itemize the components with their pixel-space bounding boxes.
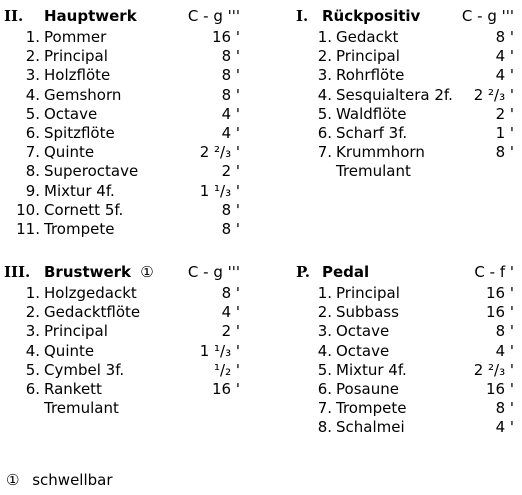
stop-name: Krummhorn: [336, 143, 425, 162]
division-compass: C - f ': [474, 263, 514, 281]
stop-pitch: 1 ¹/₃ ': [199, 181, 240, 200]
stop-number: 4.: [25, 85, 40, 104]
division-name: Pedal: [322, 263, 370, 281]
division-header: [296, 260, 514, 284]
division-name: Hauptwerk: [44, 7, 137, 25]
stop-number: 1.: [25, 284, 40, 302]
stop-number: 3.: [25, 322, 40, 341]
stop-row: [4, 66, 240, 85]
stop-row: [296, 322, 514, 341]
stop-number: 8.: [317, 418, 332, 437]
stop-row: [296, 342, 514, 361]
division-title: [322, 260, 369, 284]
stop-name: Trompete: [336, 399, 407, 418]
stop-pitch: 2 ': [495, 104, 514, 123]
division-numeral: P.: [296, 263, 311, 281]
stop-number: 3.: [317, 322, 332, 341]
stop-name: Mixtur 4f.: [336, 360, 407, 379]
stop-name: Holzgedackt: [44, 284, 137, 302]
stop-pitch: 8 ': [495, 143, 514, 162]
stop-name: Gemshorn: [44, 85, 122, 104]
stop-name: Principal: [336, 284, 400, 302]
stop-pitch: 8 ': [495, 399, 514, 418]
stop-number: 2.: [25, 47, 40, 66]
stop-name: Subbass: [336, 303, 399, 322]
stop-pitch: 8 ': [221, 219, 240, 238]
stop-number: 7.: [317, 399, 332, 418]
stop-row: [296, 361, 514, 380]
stop-pitch: 8 ': [221, 47, 240, 66]
stop-number: 5.: [317, 360, 332, 379]
stop-pitch: 4 ': [495, 47, 514, 66]
stop-name: Mixtur 4f.: [44, 181, 115, 200]
stop-name: Superoctave: [44, 162, 139, 181]
stop-row: [4, 399, 240, 418]
stop-number: 2.: [317, 47, 332, 66]
stop-name: Gedacktflöte: [44, 303, 141, 322]
division-hauptwerk: [4, 4, 240, 239]
stop-number: 4.: [317, 85, 332, 104]
stop-pitch: 16 ': [212, 28, 240, 46]
division-name: Brustwerk: [44, 263, 132, 281]
stop-row: [4, 201, 240, 220]
stop-pitch: 4 ': [221, 104, 240, 123]
stop-pitch: 1 ': [495, 123, 514, 142]
stop-list: [296, 284, 514, 438]
division-pedal: [296, 260, 514, 438]
stop-number: 5.: [317, 104, 332, 123]
stop-row: [4, 124, 240, 143]
stop-pitch: 4 ': [221, 123, 240, 142]
stop-name: Principal: [44, 322, 108, 341]
stop-number: 3.: [25, 66, 40, 85]
stop-row: [4, 220, 240, 239]
stop-row: [4, 28, 240, 47]
stop-number: 6.: [317, 379, 332, 398]
stop-row: [4, 342, 240, 361]
division-brustwerk: [4, 260, 240, 418]
stop-row: [296, 380, 514, 399]
stop-number: 4.: [25, 341, 40, 360]
stop-number: 4.: [317, 341, 332, 360]
stop-pitch: 4 ': [495, 341, 514, 360]
stop-pitch: 8 ': [221, 66, 240, 85]
division-rueckpositiv: [296, 4, 514, 182]
stop-number: 5.: [25, 360, 40, 379]
stop-pitch: 2 ²/₃ ': [199, 143, 240, 162]
swell-note-icon: ①: [6, 471, 20, 489]
stop-list: [296, 28, 514, 182]
stop-pitch: 2 ': [221, 322, 240, 341]
stop-name: Posaune: [336, 379, 399, 398]
stop-row: [296, 162, 514, 181]
stop-name: Scharf 3f.: [336, 123, 408, 142]
stop-list: [4, 28, 240, 239]
division-header: [296, 4, 514, 28]
stop-row: [4, 86, 240, 105]
division-numeral: I.: [296, 7, 309, 25]
stop-pitch: 8 ': [495, 28, 514, 46]
stop-name: Cymbel 3f.: [44, 360, 125, 379]
division-name: Rückpositiv: [322, 7, 421, 25]
stop-name: Rankett: [44, 379, 102, 398]
stop-row: [296, 284, 514, 303]
swell-note-icon: ①: [140, 263, 154, 281]
stop-pitch: 2 ²/₃ ': [473, 85, 514, 104]
stop-row: [296, 124, 514, 143]
stop-number: 6.: [25, 123, 40, 142]
division-title: [44, 4, 137, 28]
stop-pitch: 2 ²/₃ ': [473, 360, 514, 379]
footnote: [6, 470, 113, 490]
stop-row: [296, 28, 514, 47]
stop-row: [296, 86, 514, 105]
stop-row: [4, 182, 240, 201]
stop-number: 1.: [317, 284, 332, 302]
stop-pitch: 1 ¹/₃ ': [199, 341, 240, 360]
stop-row: [296, 143, 514, 162]
division-title: [322, 4, 420, 28]
division-header: [4, 4, 240, 28]
stop-number: 10.: [16, 200, 40, 219]
stop-pitch: 16 ': [212, 379, 240, 398]
stop-row: [296, 418, 514, 437]
stop-row: [296, 303, 514, 322]
stop-name: Octave: [336, 341, 390, 360]
division-title: [44, 260, 154, 284]
stop-number: 8.: [25, 162, 40, 181]
stop-row: [296, 47, 514, 66]
stop-row: [4, 105, 240, 124]
division-numeral: II.: [4, 7, 24, 25]
stop-number: 3.: [317, 66, 332, 85]
division-compass: C - g ''': [187, 263, 240, 281]
stop-number: 7.: [317, 143, 332, 162]
stop-pitch: 8 ': [221, 284, 240, 302]
stop-row: [4, 284, 240, 303]
stop-name: Pommer: [44, 28, 107, 46]
stop-name: Cornett 5f.: [44, 200, 124, 219]
stop-number: 2.: [317, 303, 332, 322]
stop-name: Trompete: [44, 219, 115, 238]
stop-row: [296, 105, 514, 124]
stop-name: Principal: [44, 47, 108, 66]
stop-pitch: 4 ': [495, 66, 514, 85]
stop-pitch: 8 ': [495, 322, 514, 341]
stop-row: [4, 47, 240, 66]
stop-pitch: 16 ': [486, 379, 514, 398]
stop-name: Rohrflöte: [336, 66, 405, 85]
stop-row: [4, 162, 240, 181]
stop-row: [4, 303, 240, 322]
stop-name: Spitzflöte: [44, 123, 115, 142]
stop-name: Gedackt: [336, 28, 399, 46]
stop-row: [296, 66, 514, 85]
stop-row: [4, 322, 240, 341]
stop-name: Principal: [336, 47, 400, 66]
stop-name: Schalmei: [336, 418, 405, 437]
footnote-text: schwellbar: [32, 471, 113, 489]
division-numeral: III.: [4, 263, 31, 281]
stop-name: Octave: [336, 322, 390, 341]
stop-number: 6.: [25, 379, 40, 398]
stop-number: 5.: [25, 104, 40, 123]
stop-row: [4, 361, 240, 380]
stop-name: Quinte: [44, 143, 95, 162]
stop-row: [4, 143, 240, 162]
stop-pitch: 4 ': [221, 303, 240, 322]
stop-pitch: 4 ': [495, 418, 514, 437]
division-compass: C - g ''': [187, 7, 240, 25]
stop-list: [4, 284, 240, 418]
stop-name: Holzflöte: [44, 66, 111, 85]
stop-name: Quinte: [44, 341, 95, 360]
stop-pitch: 16 ': [486, 303, 514, 322]
stop-name: Octave: [44, 104, 98, 123]
stop-pitch: ¹/₂ ': [214, 360, 240, 379]
stop-number: 9.: [25, 181, 40, 200]
stop-pitch: 8 ': [221, 85, 240, 104]
stop-pitch: 2 ': [221, 162, 240, 181]
division-header: [4, 260, 240, 284]
stop-number: 1.: [25, 28, 40, 46]
stop-name: Sesquialtera 2f.: [336, 85, 453, 104]
division-compass: C - g ''': [461, 7, 514, 25]
stop-number: 2.: [25, 303, 40, 322]
stop-name: Tremulant: [336, 162, 411, 181]
stop-number: 7.: [25, 143, 40, 162]
stop-name: Tremulant: [44, 399, 119, 418]
stop-row: [4, 380, 240, 399]
stop-number: 1.: [317, 28, 332, 46]
stop-name: Waldflöte: [336, 104, 407, 123]
stop-pitch: 8 ': [221, 200, 240, 219]
stop-pitch: 16 ': [486, 284, 514, 302]
stop-row: [296, 399, 514, 418]
stop-number: 11.: [16, 219, 40, 238]
stop-number: 6.: [317, 123, 332, 142]
